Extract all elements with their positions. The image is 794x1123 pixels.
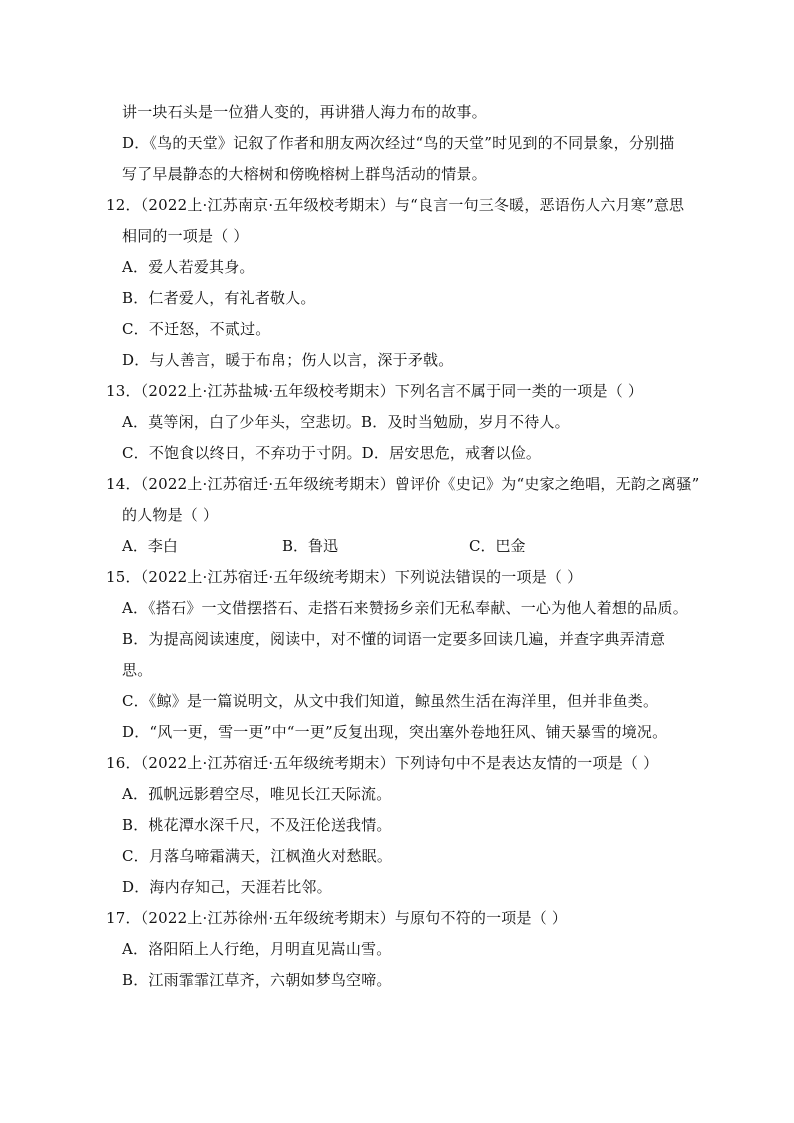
options-ab: A．莫等闲，白了少年头，空悲切。B．及时当勉励，岁月不待人。 xyxy=(122,413,570,431)
option-a: A．孤帆远影碧空尽，唯见长江天际流。 xyxy=(122,785,392,803)
question-14: 14．（2022上·江苏宿迁·五年级统考期末）曾评价《史记》为“史家之绝唱，无韵之离骚” xyxy=(106,475,700,493)
text-line: 讲一块石头是一位猎人变的，再讲猎人海力布的故事。 xyxy=(122,103,487,121)
option-d: D．海内存知己，天涯若比邻。 xyxy=(122,878,332,896)
question-16: 16．（2022上·江苏宿迁·五年级统考期末）下列诗句中不是表达友情的一项是（ ） xyxy=(106,754,659,772)
text-line: 思。 xyxy=(122,661,153,679)
option-b: B．仁者爱人，有礼者敬人。 xyxy=(122,289,316,307)
text-line: 相同的一项是（ ） xyxy=(122,227,249,245)
options-cd: C．不饱食以终日，不弃功于寸阴。D．居安思危，戒奢以俭。 xyxy=(122,444,542,462)
option-b: B．桃花潭水深千尺，不及汪伦送我情。 xyxy=(122,816,392,834)
text-line: 的人物是（ ） xyxy=(122,506,219,524)
option-a: A．李白 xyxy=(122,537,178,555)
option-b: B．为提高阅读速度，阅读中，对不懂的词语一定要多回读几遍，并查字典弄清意 xyxy=(122,630,666,648)
question-12: 12．（2022上·江苏南京·五年级校考期末）与“良言一句三冬暖，恶语伤人六月寒”意思 xyxy=(106,196,685,214)
question-17: 17．（2022上·江苏徐州·五年级统考期末）与原句不符的一项是（ ） xyxy=(106,909,568,927)
question-13: 13．（2022上·江苏盐城·五年级校考期末）下列名言不属于同一类的一项是（ ） xyxy=(106,382,644,400)
option-b: B．鲁迅 xyxy=(282,537,339,555)
option-c: C．《鲸》是一篇说明文，从文中我们知道，鲸虽然生活在海洋里，但并非鱼类。 xyxy=(122,692,659,710)
option-a: A．洛阳陌上人行绝，月明直见嵩山雪。 xyxy=(122,940,392,958)
option-c: C．月落乌啼霜满天，江枫渔火对愁眠。 xyxy=(122,847,393,865)
option-d: D．《鸟的天堂》记叙了作者和朋友两次经过“鸟的天堂”时见到的不同景象，分别描 xyxy=(122,134,675,152)
option-d: D．“风一更，雪一更”中“一更”反复出现，突出塞外卷地狂风、铺天暴雪的境况。 xyxy=(122,723,668,741)
option-c: C．不迁怒，不贰过。 xyxy=(122,320,271,338)
text-line: 写了早晨静态的大榕树和傍晚榕树上群鸟活动的情景。 xyxy=(122,165,487,183)
option-d: D．与人善言，暖于布帛；伤人以言，深于矛戟。 xyxy=(122,351,454,369)
option-b: B．江雨霏霏江草齐，六朝如梦鸟空啼。 xyxy=(122,971,392,989)
option-a: A．《搭石》一文借摆搭石、走搭石来赞扬乡亲们无私奉献、一心为他人着想的品质。 xyxy=(122,599,688,617)
option-c: C．巴金 xyxy=(469,537,526,555)
option-a: A．爱人若爱其身。 xyxy=(122,258,255,276)
question-15: 15．（2022上·江苏宿迁·五年级统考期末）下列说法错误的一项是（ ） xyxy=(106,568,583,586)
